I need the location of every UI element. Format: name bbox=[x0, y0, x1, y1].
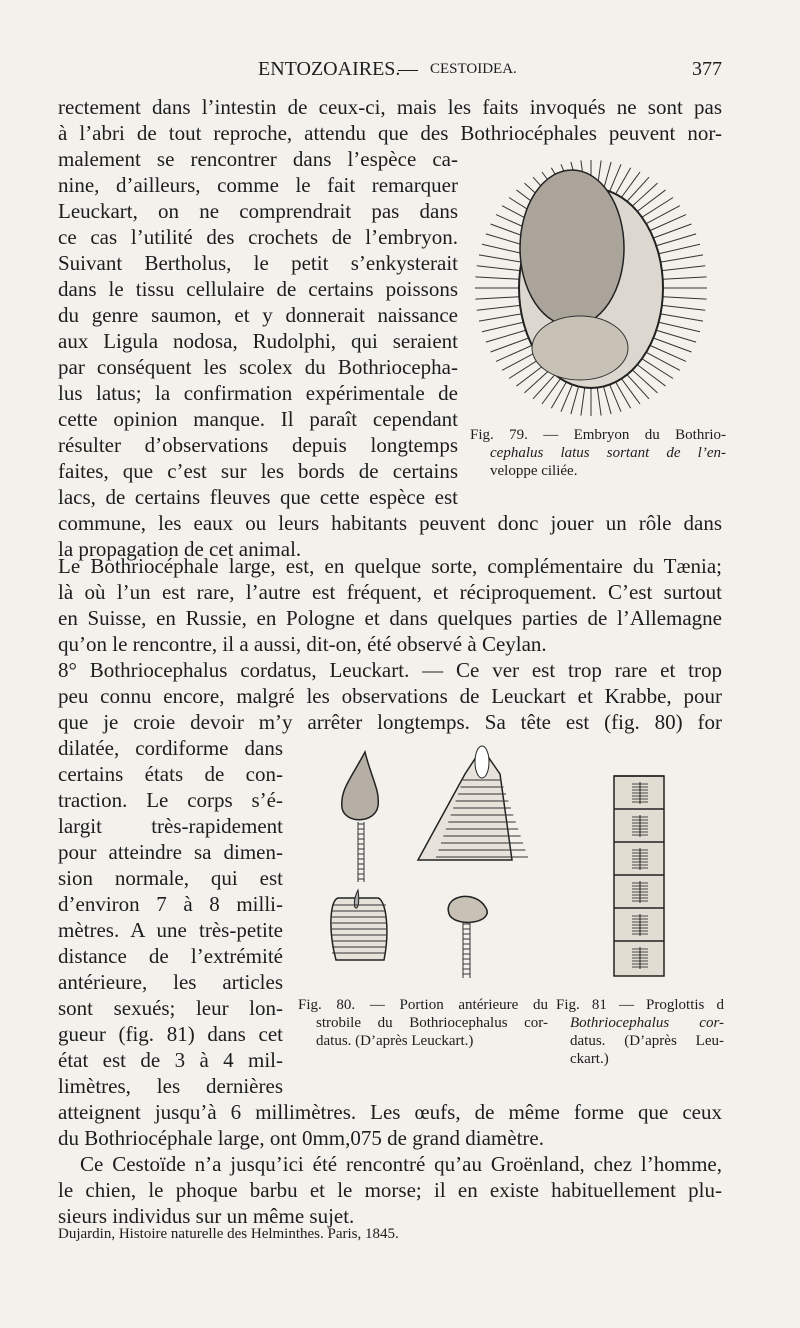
text-line: 8° Bothriocephalus cordatus, Leuckart. — Ce ver est trop rare et trop bbox=[58, 658, 722, 682]
text-line: malement se rencontrer dans l’espèce ca- bbox=[58, 147, 458, 171]
fig81-caption-line: Bothriocephalus cor- bbox=[570, 1015, 724, 1031]
text-line: dilatée, cordiforme dans bbox=[58, 736, 283, 760]
text-line: sont sexués; leur lon- bbox=[58, 996, 283, 1020]
text-line: qu’on le rencontre, il a aussi, dit-on, été observé à Ceylan. bbox=[58, 632, 547, 656]
text-line: à l’abri de tout reproche, attendu que des Bothriocéphales peuvent nor- bbox=[58, 121, 722, 145]
fig79-caption-line: veloppe ciliée. bbox=[490, 463, 578, 479]
text-line: Leuckart, on ne comprendrait pas dans bbox=[58, 199, 458, 223]
text-line: traction. Le corps s’é- bbox=[58, 788, 283, 812]
fig80-caption-line: Fig. 80. — Portion antérieure du bbox=[298, 997, 548, 1013]
text-line: limètres, les dernières bbox=[58, 1074, 283, 1098]
text-line: Suivant Bertholus, le petit s’enkysterait bbox=[58, 251, 458, 275]
text-line: d’environ 7 à 8 milli- bbox=[58, 892, 283, 916]
text-line: cette opinion manque. Il paraît cependant bbox=[58, 407, 458, 431]
text-line: faites, que c’est sur les bords de certains bbox=[58, 459, 458, 483]
text-line: que je croie devoir m’y arrêter longtemps. Sa tête est (fig. 80) for bbox=[58, 710, 722, 734]
text-line: antérieure, les articles bbox=[58, 970, 283, 994]
fig79-caption-line: cephalus latus sortant de l’en- bbox=[490, 445, 726, 461]
text-line: là où l’un est rare, l’autre est fréquent, et réciproquement. C’est surtout bbox=[58, 580, 722, 604]
text-line: résulter d’observations depuis longtemps bbox=[58, 433, 458, 457]
text-line: gueur (fig. 81) dans cet bbox=[58, 1022, 283, 1046]
text-line: la propagation de cet animal. bbox=[58, 537, 302, 561]
text-line: sion normale, qui est bbox=[58, 866, 283, 890]
text-line: dans le tissu cellulaire de certains poissons bbox=[58, 277, 458, 301]
fig80-strobile-illustration bbox=[300, 740, 540, 990]
header-title: ENTOZOAIRES. bbox=[258, 58, 401, 80]
text-line: en Suisse, en Russie, en Pologne et dans quelques parties de l’Allemagne bbox=[58, 606, 722, 630]
text-line: rectement dans l’intestin de ceux-ci, mais les faits invoqués ne sont pas bbox=[58, 95, 722, 119]
text-line: pour atteindre sa dimen- bbox=[58, 840, 283, 864]
footnote: Dujardin, Histoire naturelle des Helminthes. Paris, 1845. bbox=[58, 1226, 399, 1242]
text-line: aux Ligula nodosa, Rudolphi, qui seraient bbox=[58, 329, 458, 353]
text-line: peu connu encore, malgré les observations de Leuckart et Krabbe, pour bbox=[58, 684, 722, 708]
text-line: du Bothriocéphale large, ont 0mm,075 de grand diamètre. bbox=[58, 1126, 544, 1150]
header-subtitle: CESTOIDEA. bbox=[430, 61, 517, 77]
fig81-proglottis-illustration bbox=[608, 772, 672, 982]
text-line: sieurs individus sur un même sujet. bbox=[58, 1204, 355, 1228]
text-line: certains états de con- bbox=[58, 762, 283, 786]
text-line: lacs, de certains fleuves que cette espèce est bbox=[58, 485, 458, 509]
text-line: atteignent jusqu’à 6 millimètres. Les œufs, de même forme que ceux bbox=[58, 1100, 722, 1124]
header-dash: — bbox=[398, 58, 418, 80]
text-line: commune, les eaux ou leurs habitants peuvent donc jouer un rôle dans bbox=[58, 511, 722, 535]
text-line: largit très-rapidement bbox=[58, 814, 283, 838]
fig79-embryon-illustration bbox=[472, 158, 710, 418]
page-number: 377 bbox=[692, 58, 722, 80]
fig81-caption-line: Fig. 81 — Proglottis d bbox=[556, 997, 724, 1013]
text-line: nine, d’ailleurs, comme le fait remarquer bbox=[58, 173, 458, 197]
text-line: ce cas l’utilité des crochets de l’embryon. bbox=[58, 225, 458, 249]
text-line: le chien, le phoque barbu et le morse; il en existe habituellement plu- bbox=[58, 1178, 722, 1202]
fig81-caption-line: ckart.) bbox=[570, 1051, 609, 1067]
text-line: distance de l’extrémité bbox=[58, 944, 283, 968]
text-line: Le Bothriocéphale large, est, en quelque sorte, complémentaire du Tænia; bbox=[58, 554, 722, 578]
text-line: Ce Cestoïde n’a jusqu’ici été rencontré qu’au Groënland, chez l’homme, bbox=[80, 1152, 722, 1176]
fig79-caption-line: Fig. 79. — Embryon du Bothrio- bbox=[470, 427, 726, 443]
text-line: état est de 3 à 4 mil- bbox=[58, 1048, 283, 1072]
text-line: du genre saumon, et y donnerait naissance bbox=[58, 303, 458, 327]
text-line: mètres. A une très-petite bbox=[58, 918, 283, 942]
text-line: lus latus; la confirmation expérimentale de bbox=[58, 381, 458, 405]
text-line: par conséquent les scolex du Bothriocepha- bbox=[58, 355, 458, 379]
fig81-caption-line: datus. (D’après Leu- bbox=[570, 1033, 724, 1049]
fig80-caption-line: strobile du Bothriocephalus cor- bbox=[316, 1015, 548, 1031]
fig80-caption-line: datus. (D’après Leuckart.) bbox=[316, 1033, 474, 1049]
